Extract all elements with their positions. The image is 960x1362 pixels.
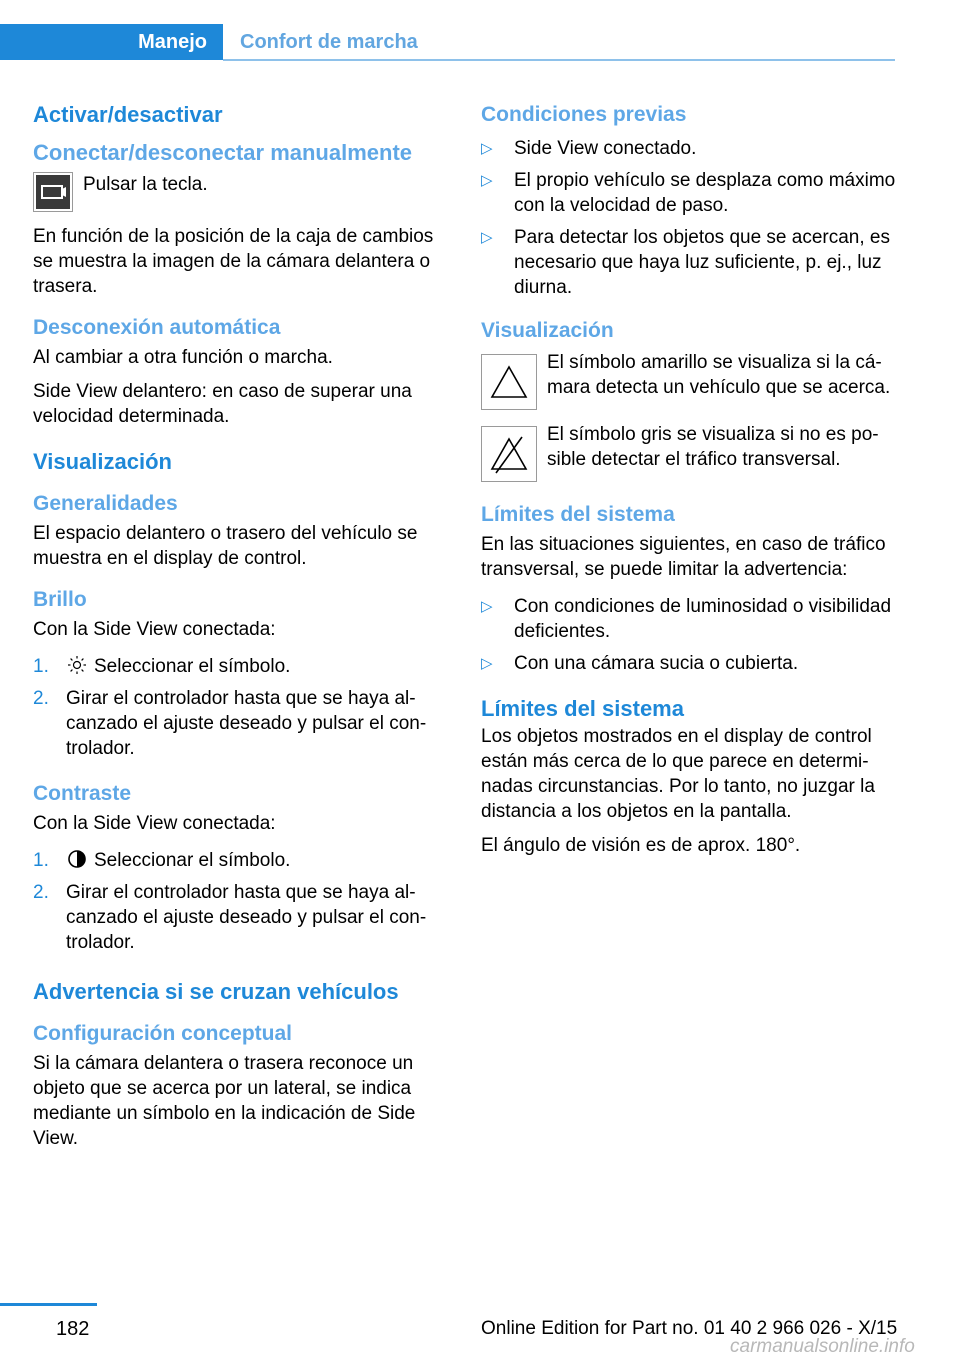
heading-desconexion: Desconexión automática [33,316,281,339]
tab-manejo[interactable] [0,24,223,60]
p-objetos: Los objetos mostrados en el display de control están más cerca de lo que parece en determinadas circunstancias. Por lo tanto, no juzgar la distancia a los objetos en la pantalla. [481,726,875,822]
tecla-text: Pulsar la tecla. [83,174,208,195]
list-item [481,651,896,676]
p-funcion: En función de la posición de la caja de cambios se muestra la imagen de la cámara delantera o trasera. [33,226,434,297]
step-number: 1. [33,850,49,871]
list-item-text: El propio vehículo se desplaza como máximo con la velocidad de paso. [514,170,896,216]
warning-triangle-crossed-icon [481,426,537,482]
footer-divider [0,1303,97,1306]
warning-triangle-icon [481,354,537,410]
tab-confort-label: Confort de marcha [240,30,418,53]
sym-amarillo-row [481,350,896,410]
header-divider [223,59,895,61]
tecla-row [33,172,448,212]
triangle-bullet-icon: ▷ [481,140,493,157]
p-brillo: Con la Side View conectada: [33,619,276,640]
list-item-text: Con condiciones de luminosidad o visibilidad deficientes. [514,596,892,642]
list-item-text: Side View conectado. [514,138,697,159]
step-number: 2. [33,688,49,709]
heading-contraste: Contraste [33,782,132,805]
heading-brillo: Brillo [33,588,87,611]
p-angulo: El ángulo de visión es de aprox. 180°. [481,835,801,856]
list-item [481,168,896,218]
list-item [481,136,896,161]
brillo-step-1 [33,654,448,679]
camera-button-icon [33,172,73,212]
step-text: Seleccionar el símbolo. [94,850,291,871]
triangle-bullet-icon: ▷ [481,172,493,189]
list-item-text: Para detectar los objetos que se acercan, es necesario que haya luz suficiente, p. ej., luz diurna. [514,227,891,298]
p-contraste: Con la Side View conectada: [33,813,276,834]
heading-visualizacion-right: Visualización [481,319,614,342]
right-column [481,100,896,867]
step-text: Seleccionar el símbolo. [94,656,291,677]
contraste-step-1 [33,848,448,873]
brightness-icon [66,654,88,676]
p-espacio: El espacio delantero o trasero del vehículo se muestra en el display de control. [33,523,418,569]
heading-limites-2: Límites del sistema [481,696,684,721]
limites-list [481,594,896,676]
left-column [33,100,448,1160]
condiciones-list [481,136,896,300]
edition-text: Online Edition for Part no. 01 40 2 966 026 - X/15 [481,1318,898,1339]
heading-advertencia: Advertencia si se cruzan vehículos [33,979,399,1004]
heading-generalidades: Generalidades [33,492,178,515]
heading-activar: Activar/desactivar [33,102,223,127]
heading-visualizacion: Visualización [33,449,172,474]
contraste-step-2 [33,880,448,955]
step-text: Girar el controlador hasta que se haya alcanzado el ajuste deseado y pulsar el controlador. [66,882,427,953]
step-number: 2. [33,882,49,903]
contrast-icon [66,848,88,870]
triangle-bullet-icon: ▷ [481,655,493,672]
header-tabbar [0,24,895,62]
watermark: carmanualsonline.info [730,1336,915,1357]
sym-gris-text: El símbolo gris se visualiza si no es posible detectar el tráfico transversal. [547,424,879,470]
p-cambiar: Al cambiar a otra función o marcha. [33,347,333,368]
list-item [481,594,896,644]
contraste-steps [33,848,448,955]
p-sideview: Side View delantero: en caso de superar una velocidad determinada. [33,381,412,427]
step-number: 1. [33,656,49,677]
tab-confort-de-marcha[interactable] [240,24,418,60]
page-number: 182 [56,1318,90,1340]
triangle-bullet-icon: ▷ [481,229,493,246]
p-situaciones: En las situaciones siguientes, en caso de tráfico transversal, se puede limitar la advertencia: [481,534,886,580]
list-item-text: Con una cámara sucia o cubierta. [514,653,799,674]
step-text: Girar el controlador hasta que se haya alcanzado el ajuste deseado y pulsar el controlador. [66,688,427,759]
p-camara: Si la cámara delantera o trasera reconoce un objeto que se acerca por un lateral, se indica mediante un símbolo en la indicación de Side View. [33,1053,416,1149]
triangle-bullet-icon: ▷ [481,598,493,615]
sym-amarillo-text: El símbolo amarillo se visualiza si la cámara detecta un vehículo que se acerca. [547,352,891,398]
heading-configuracion: Configuración conceptual [33,1022,293,1045]
brillo-step-2 [33,686,448,761]
brillo-steps [33,654,448,761]
list-item [481,225,896,300]
sym-gris-row [481,422,896,482]
tab-manejo-label: Manejo [138,30,207,53]
heading-conectar: Conectar/desconectar manualmente [33,140,413,165]
heading-limites-1: Límites del sistema [481,503,675,526]
heading-condiciones: Condiciones previas [481,103,687,126]
